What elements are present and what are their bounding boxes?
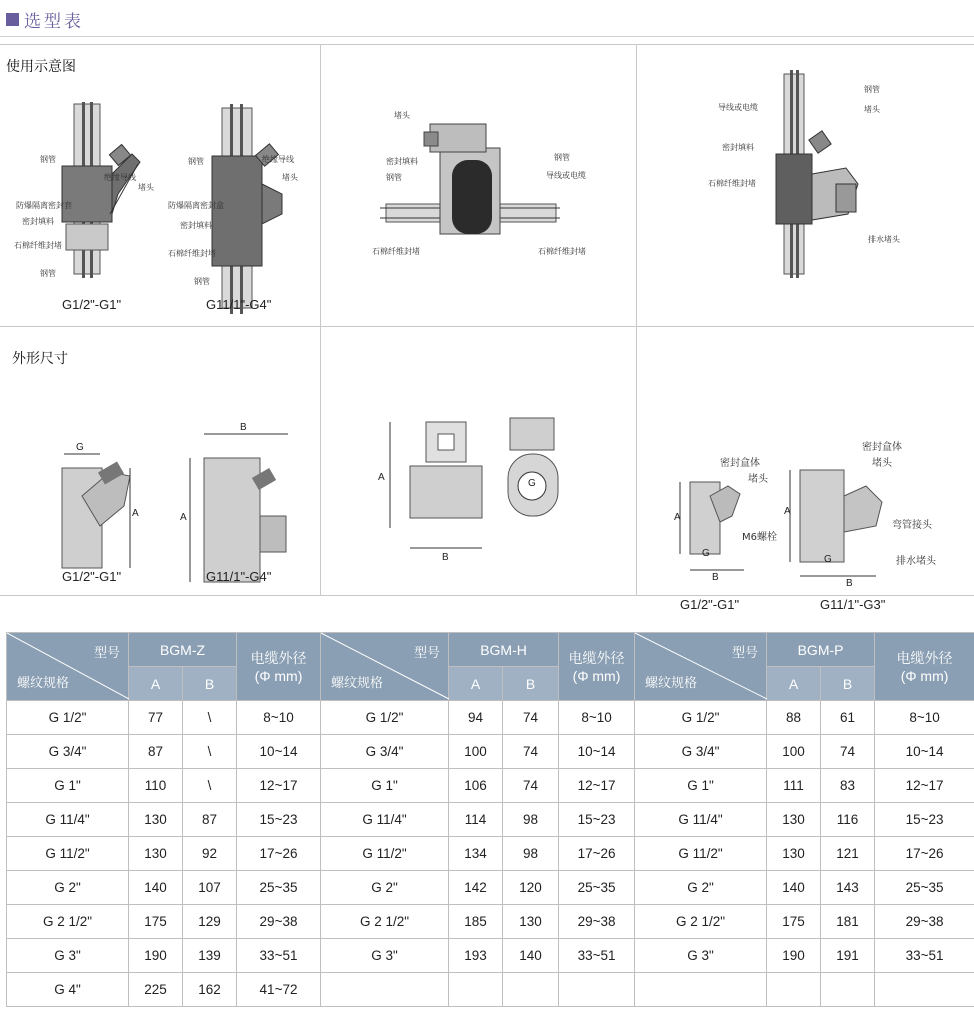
table-row [7,837,974,871]
callout-label: 堵头 [748,474,768,485]
dimension-a-cell: 142 [449,871,503,905]
callout-label: 堵头 [282,173,298,182]
dimension-a-cell: 134 [449,837,503,871]
cable-diameter-cell: 33~51 [237,939,321,973]
title-divider [0,36,974,37]
thread-spec-cell: G 11/4" [321,803,449,837]
dimension-a-cell: 193 [449,939,503,973]
thread-spec-cell: G 2" [321,871,449,905]
dimension-label: G [702,548,710,559]
caption: G1/2"-G1" [680,597,740,612]
figure-grid [0,44,974,612]
thread-spec-cell: G 1" [321,769,449,803]
dimension-a-cell: 110 [129,769,183,803]
cable-gland-illustration-b [0,44,320,326]
callout-label: 钢管 [864,85,880,94]
cable-diameter-cell: 29~38 [559,905,635,939]
dimension-a-cell: 175 [767,905,821,939]
table-header-row [7,633,974,667]
thread-spec-cell [321,973,449,1007]
dimension-label: A [132,508,139,519]
dimension-b-cell: 162 [183,973,237,1007]
cable-diameter-cell: 29~38 [875,905,974,939]
dimension-b-cell: 92 [183,837,237,871]
dimension-label: B [442,552,449,563]
table-row [7,939,974,973]
model-header: 型号 [732,645,759,660]
dimension-b-cell: 121 [821,837,875,871]
thread-spec-cell [635,973,767,1007]
dimension-b-cell: \ [183,701,237,735]
thread-header: 螺纹规格 [17,675,70,690]
title-square-icon [6,13,19,26]
dimension-a-cell: 130 [767,803,821,837]
diagonal-header-cell [321,633,449,701]
table-row [7,735,974,769]
thread-spec-cell: G 2 1/2" [7,905,129,939]
dimension-a-cell: 225 [129,973,183,1007]
thread-spec-cell: G 1/2" [321,701,449,735]
table-row [7,973,974,1007]
table-row [7,803,974,837]
callout-label: M6螺栓 [742,532,777,543]
dimension-label: G [824,554,832,565]
model-header: 型号 [414,645,441,660]
dimension-b-cell [821,973,875,1007]
dimension-b-cell: 181 [821,905,875,939]
col-a-header: A [129,667,183,701]
cable-diameter-cell: 15~23 [559,803,635,837]
dimension-diagram-2 [320,326,636,596]
dimension-a-cell: 100 [449,735,503,769]
dimension-a-cell: 185 [449,905,503,939]
thread-spec-cell: G 3" [321,939,449,973]
table-row [7,871,974,905]
dimension-a-cell: 175 [129,905,183,939]
col-a-header: A [767,667,821,701]
usage-diagram-1 [0,44,320,326]
cable-diameter-cell: 33~51 [559,939,635,973]
cable-diameter-cell: 33~51 [875,939,974,973]
thread-spec-cell: G 2" [635,871,767,905]
thread-spec-cell: G 11/2" [635,837,767,871]
model-name-header: BGM-H [449,633,559,667]
table-row [7,905,974,939]
cable-diameter-header: 电缆外径 (Φ mm) [875,633,974,701]
cable-diameter-header: 电缆外径 (Φ mm) [237,633,321,701]
diagonal-header-cell [7,633,129,701]
dimension-b-cell: 74 [503,735,559,769]
table-body [7,701,974,1007]
callout-label: 钢管 [386,173,402,182]
dimension-a-cell: 100 [767,735,821,769]
col-b-header: B [503,667,559,701]
callout-label: 弯管接头 [892,520,932,531]
dimension-b-cell: 130 [503,905,559,939]
dimension-b-cell: 116 [821,803,875,837]
cable-diameter-cell: 25~35 [875,871,974,905]
dimension-b-cell: 74 [503,701,559,735]
dimension-label: G [528,478,536,489]
dimension-label: B [240,422,247,433]
thread-spec-cell: G 4" [7,973,129,1007]
dimension-a-cell: 106 [449,769,503,803]
dimension-b-cell: 140 [503,939,559,973]
cable-diameter-cell: 12~17 [875,769,974,803]
table-subheader-row [7,667,974,701]
drain-gland-illustration [636,44,974,326]
callout-label: 绝缘导线 [262,155,294,164]
dimension-a-cell: 114 [449,803,503,837]
dimension-a-cell: 130 [129,803,183,837]
thread-spec-cell: G 3/4" [635,735,767,769]
callout-label: 堵头 [872,458,892,469]
cable-diameter-cell [875,973,974,1007]
callout-label: 堵头 [864,105,880,114]
callout-label: 钢管 [554,153,570,162]
thread-spec-cell: G 1" [7,769,129,803]
thread-spec-cell: G 1/2" [7,701,129,735]
cable-diameter-cell: 17~26 [559,837,635,871]
callout-label: 石棉纤维封堵 [708,179,756,188]
thread-spec-cell: G 2 1/2" [635,905,767,939]
usage-diagram-2 [320,44,636,326]
cable-diameter-cell: 17~26 [875,837,974,871]
model-header: 型号 [93,645,120,660]
table-row [7,701,974,735]
cable-diameter-cell: 12~17 [559,769,635,803]
thread-spec-cell: G 3/4" [321,735,449,769]
diagonal-header-cell [635,633,767,701]
page-title: 选型表 [24,11,84,32]
thread-spec-cell: G 3" [7,939,129,973]
callout-label: 钢管 [194,277,210,286]
dimension-illustration-b [0,326,320,596]
dimension-b-cell: 74 [503,769,559,803]
dimension-b-cell: 61 [821,701,875,735]
thread-spec-cell: G 11/2" [7,837,129,871]
selection-table [6,632,974,1007]
callout-label: 钢管 [40,155,56,164]
section-title [6,6,84,32]
cable-diameter-cell: 10~14 [559,735,635,769]
model-name-header: BGM-P [767,633,875,667]
callout-label: 石棉纤维封堵 [168,249,216,258]
thread-spec-cell: G 3" [635,939,767,973]
callout-label: 导线或电缆 [718,103,758,112]
thread-spec-cell: G 2 1/2" [321,905,449,939]
dimension-label: A [784,506,791,517]
caption: G11/1"-G4" [206,297,272,312]
thread-spec-cell: G 3/4" [7,735,129,769]
dimension-b-cell: 129 [183,905,237,939]
callout-label: 绝缘导线 [104,173,136,182]
cable-diameter-cell: 10~14 [237,735,321,769]
dimension-a-cell: 190 [129,939,183,973]
dimension-b-cell: \ [183,735,237,769]
thread-spec-cell: G 1" [635,769,767,803]
callout-label: 密封填料 [722,143,754,152]
dimensions-label: 外形尺寸 [12,351,68,367]
callout-label: 密封填料 [386,157,418,166]
thread-header: 螺纹规格 [331,675,384,690]
dimension-a-cell: 130 [129,837,183,871]
callout-label: 石棉纤维封堵 [372,247,420,256]
dimension-b-cell: \ [183,769,237,803]
dimension-a-cell: 130 [767,837,821,871]
dimension-illustration-c [320,326,636,596]
col-a-header: A [449,667,503,701]
callout-label: 石棉纤维封堵 [14,241,62,250]
dimension-b-cell: 87 [183,803,237,837]
dimension-b-cell: 74 [821,735,875,769]
dimension-a-cell: 94 [449,701,503,735]
callout-label: 堵头 [138,183,154,192]
dimension-a-cell [449,973,503,1007]
callout-label: 石棉纤维封堵 [538,247,586,256]
cable-diameter-cell: 25~35 [559,871,635,905]
dimension-label: B [712,572,719,583]
thread-spec-cell: G 11/4" [7,803,129,837]
caption: G11/1"-G4" [206,569,272,584]
dimension-a-cell: 140 [129,871,183,905]
dimension-b-cell: 120 [503,871,559,905]
thread-spec-cell: G 11/2" [321,837,449,871]
usage-diagram-3 [636,44,974,326]
dimension-b-cell [503,973,559,1007]
dimension-b-cell: 107 [183,871,237,905]
callout-label: 排水堵头 [896,556,936,567]
dimension-b-cell: 83 [821,769,875,803]
dimension-label: B [846,578,853,589]
cable-diameter-cell: 15~23 [237,803,321,837]
col-b-header: B [821,667,875,701]
callout-label: 排水堵头 [868,235,900,244]
dimension-b-cell: 143 [821,871,875,905]
callout-label: 堵头 [394,111,410,120]
thread-header: 螺纹规格 [645,675,698,690]
cable-diameter-header: 电缆外径 (Φ mm) [559,633,635,701]
cable-diameter-cell: 12~17 [237,769,321,803]
dimension-b-cell: 139 [183,939,237,973]
callout-label: 导线或电缆 [546,171,586,180]
cable-diameter-cell [559,973,635,1007]
dimension-a-cell: 87 [129,735,183,769]
cable-diameter-cell: 17~26 [237,837,321,871]
model-name-header: BGM-Z [129,633,237,667]
dimension-a-cell: 190 [767,939,821,973]
dimension-a-cell: 111 [767,769,821,803]
thread-spec-cell: G 11/4" [635,803,767,837]
callout-label: 钢管 [40,269,56,278]
dimension-a-cell [767,973,821,1007]
dimension-b-cell: 98 [503,837,559,871]
dimension-b-cell: 98 [503,803,559,837]
usage-label: 使用示意图 [6,59,76,75]
table-row [7,769,974,803]
cable-diameter-cell: 10~14 [875,735,974,769]
dimension-b-cell: 191 [821,939,875,973]
thread-spec-cell: G 2" [7,871,129,905]
callout-label: 防爆隔离密封套 [16,201,72,210]
horizontal-gland-illustration [320,44,636,326]
dimension-diagram-1 [0,326,320,596]
cable-diameter-cell: 29~38 [237,905,321,939]
dimension-label: G [76,442,84,453]
caption: G1/2"-G1" [62,297,122,312]
callout-label: 密封填料 [22,217,54,226]
caption: G1/2"-G1" [62,569,122,584]
cable-diameter-cell: 8~10 [559,701,635,735]
cable-diameter-cell: 25~35 [237,871,321,905]
callout-label: 密封填料 [180,221,212,230]
callout-label: 密封盒体 [720,458,760,469]
dimension-diagram-3 [636,326,974,612]
dimension-a-cell: 88 [767,701,821,735]
cable-diameter-cell: 15~23 [875,803,974,837]
caption: G11/1"-G3" [820,597,886,612]
dimension-label: A [674,512,681,523]
cable-diameter-cell: 8~10 [237,701,321,735]
dimension-label: A [378,472,385,483]
col-b-header: B [183,667,237,701]
callout-label: 密封盒体 [862,442,902,453]
dimension-label: A [180,512,187,523]
cable-diameter-cell: 8~10 [875,701,974,735]
callout-label: 防爆隔离密封盒 [168,201,224,210]
callout-label: 钢管 [188,157,204,166]
dimension-a-cell: 77 [129,701,183,735]
dimension-a-cell: 140 [767,871,821,905]
cable-diameter-cell: 41~72 [237,973,321,1007]
thread-spec-cell: G 1/2" [635,701,767,735]
